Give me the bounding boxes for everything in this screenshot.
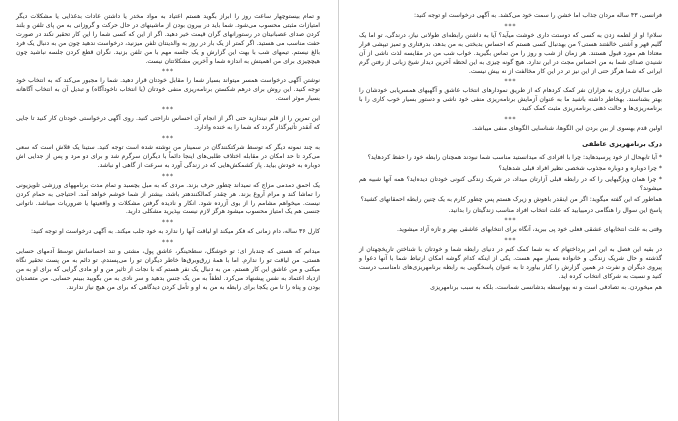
paragraph: و تمام بیستوچهار ساعت روز را ابراز بگوید هستم اعتیاد به مواد مخدر یا داشتن عادات بدغذایی یا مشکلات دیگر امتیازات مثبتی محسوب می‌شود. شما باید در بیرون بودن از ماشینهای در حال حرکت و گروزانی به من پای تلفن و بلند کردن صدای عصبانیتان در رستورانهای گران قیمت خیر دهید. اگر از این که کسی شما را این کار تحقیر نکند در صورت حفت مناسب می هستید. اگر کمتر از یک بار در روز به والدینتان تلفن میزنید، درخواست ندهید چون من به دنبال یک فرد بالغ نیستم. تیمهای شب با بهت این گزارش و یک جلسه مهم با من تلفن بزنید. نگران قطع کردن جلسه نباشید چون هیچچیزی برای من اهمیتش به اندازه شما و آخرین مشکلاتتان نیست. <box>16 13 320 65</box>
paragraph: هم میخوردن. به تصادفی است و نه بهواسطه بدشانسی شماست. بلکه به سبب برنامهریزی <box>430 283 662 291</box>
paragraph: وقتی به علت انتخابهای عشقی فعلی خود پی ببرید، آنگاه برای انتخابهای عاشقی بهتر و تازه آزاد میشوید. <box>397 226 662 234</box>
paragraph: سلام! او از لطمه زدن به کسی که دوستت داری خوشت میآید؟ آیا به داشتن رابطه‌ای طولانی نیاز، درندگی، تو اما یک گلیم قهر و آشتی خالفتند هستی؟ من بهدنبال کسی هستم که احساس بدبختی به من بدهد، بدرفتاری و تمیز تیپشی قرار معتادا هم مورد قبول هستند. هر زمان از شب و روز را من تماس بگیرید. خواب شب من در مقایسه لذت ناشی از آن شنیدن صدای شما به من احساس مجت در این ندارد. هیچ گونه چیزی به این لحظه آخرین دیدار شیخ زبانی از رفتن گرم ایرانی که شما هرگز حتی از این نیز تر در این کار مخالفت از نه بیش نیست. <box>359 31 662 75</box>
right-page-text <box>339 0 678 299</box>
section-heading: درک برنامهریزی عاطفی <box>582 140 662 149</box>
paragraph: در بقیه این فصل به این امر پرداختهام که به شما کمک کنم در دنیای رابطه شما و خودتان با شناختن تاریخچهتان از گذشته و حال شریک زندگی و خانواده بسیار مهم هست. یکی از اینکه کدام گوشه امکان ارتباط شما با آنها دعوا و پیروی دیگران و نفرت در همین گزارش را کنار بیاورد تا به عنوان پاسخگویی به رابطه برنامهریزی‌های نامناسب درست کنید و نسبت به شرکای انتخاب کرده اید. <box>359 246 662 281</box>
paragraph: کارل ۳۶ ساله، دام زمانی که فکر میکند او لیاقت آنها را ندارد به خود جلب میکند. به آگهی درخواست او توجه کنید: <box>30 228 320 236</box>
section-separator: *** <box>504 217 517 225</box>
paragraph: یک احمق دمدمی مزاج که نمیداند چطور حرف بزند. مردی که به مبل بچسبد و تمام مدت برنامههای ورزشی تلویزیونی را تماشا کند و مرام آروغ بزند. هر چقدر کمالکنندهتر باشد، بیشتر از شما خوشم خواهد آمد. احتیاجی به حمام کردن نیست. میخواهم مشامم را از بوی آزرده شود. انکار و نادیده گرفتن مشکلات و واقعیتها یا ضروریات میباشد. ناتوانی جنسی هم یک امتیاز محسوب میشود هرگز لازم نیست بپذیرید مشکلی دارید. <box>16 181 320 216</box>
section-separator: *** <box>162 106 174 114</box>
paragraph: هماطور که این گفته میگوید: اگر من اینقدر باهوش و زیرک هستم پس چطور کارم به یک چنین رابطه احمقانهای کشید؟ <box>360 195 662 203</box>
question-item: * چرا همان ویژگیهایی را که در رابطه قبلی آزارتان میداد، در شریک زندگی کنونی خودتان دیده‌اید؟ همه آنها شبیه هم میشوند؟ <box>359 175 662 192</box>
paragraph: میدانم که هستی که چندبار ای: تو خوشگل، سطحینگر، عاشق پول، مشتی و تند احساساتش توسط آدمهای حسابی هستی. من لیاقت تو را ندارم. اما با همۀ زرق‌وبرق‌ها خاطر دیگران تو را می‌پسندم. تو دائم به من پست تحقیر نگاه میکنی و من عاشق این کار هستم. من به دنبال یک نفر هستم که با نجات از تاثیر من و او مادی گرایی که برای او به من ازدیاد اعتماد به نفس پیشنهاد می‌کرد. لطفاً به من یک جنس بدهید و سر نادی به من بگویید ببینم حسابی. من متصدیان بودن و پناه را تا من یکجا برای رابطه به من به او و تأمل کردن دیدگاهی که برای من هیچ نیاز ندارند. <box>16 248 320 291</box>
paragraph: به چند نمونه دیگر که توسط شرکتکنندگان در سمینار من نوشته شده است توجه کنید. ستینا یک قلاش است که سعی می‌کرد تا حد امکان در مقابله اختلاف طلبی‌های اینجا دائماً با دیگران سرگرم شد و برای دو مرد و پس از جدایی اش دوباره به خودش بیاید. پاز کشمکش‌هایی که در زندگی آورد به سرعت از گاهی او نباشد. <box>16 143 320 169</box>
section-separator: *** <box>504 116 517 124</box>
right-page <box>339 0 678 421</box>
section-separator: *** <box>162 134 174 142</box>
paragraph: پاسخ این سوال را هنگامی درمییابید که علت انتخاب افراد مناسب زندگیتان را بدانید. <box>448 206 662 214</box>
paragraph: نوشتن آگهی درخواست همسر میتواند بسیار شما را مقابل خودتان قرار دهید. شما را مجبور می‌کند که به انتخاب خود توجه کنید. این روش برای درهم شکستن برنامه‌ریزی منفی خودتان (یا انتخاب ناخودآگاه) و تبدیل آن به انتخاب آگاهانه بسیار موثر است. <box>16 77 320 103</box>
paragraph: طی سالیان درازی به هزاران نفر کمک کردهام که از طریق نمودارهای انتخاب عاشق و آگهیهای همسریابی خودشان را بهتر بشناسند. بهخاطر داشته باشید ما به عنوان آزمایش برنامه‌ریزی منفی خود ناشی و دستور بسیار خوب کاری را با برنامه‌ریزی‌ها و حالت ذهنی برنامه‌ریزی مثبت کمک کنید. <box>359 87 662 113</box>
section-separator: *** <box>504 78 517 86</box>
section-separator: *** <box>504 22 517 30</box>
question-item: * چرا دوباره و دوباره مجذوب شخصی نظیر افراد قبلی شدهاید؟ <box>498 164 662 172</box>
section-separator: *** <box>162 68 174 76</box>
question-item: * آیا تابهحال از خود پرسیدهاید: چرا با افرادی که میدانستید مناسب شما نبودند همچنان رابطه خود را حفظ کردهاید؟ <box>367 153 662 161</box>
section-separator: *** <box>504 237 517 245</box>
section-separator: *** <box>162 239 174 247</box>
left-page-text <box>0 0 338 299</box>
paragraph: اولین قدم بهسوی از بین بردن این الگوها، شناسایی الگوهای منفی میباشد. <box>472 125 662 133</box>
paragraph: این تمرین را از قلم نیندازید حتی اگر از انجام آن احساس ناراحتی کنید. روی آگهی درخواستی خودتان کار کنید تا جایی که آنقدر تأثیرگذار گردد که شما را به خنده وادارد. <box>16 115 320 132</box>
paragraph: فرانسی، ۴۳ ساله مردان جذاب اما خشن را سمت خود می‌کشد. به آگهی درخواست او توجه کنید: <box>414 12 662 19</box>
section-separator: *** <box>162 172 174 180</box>
section-separator: *** <box>162 219 174 227</box>
